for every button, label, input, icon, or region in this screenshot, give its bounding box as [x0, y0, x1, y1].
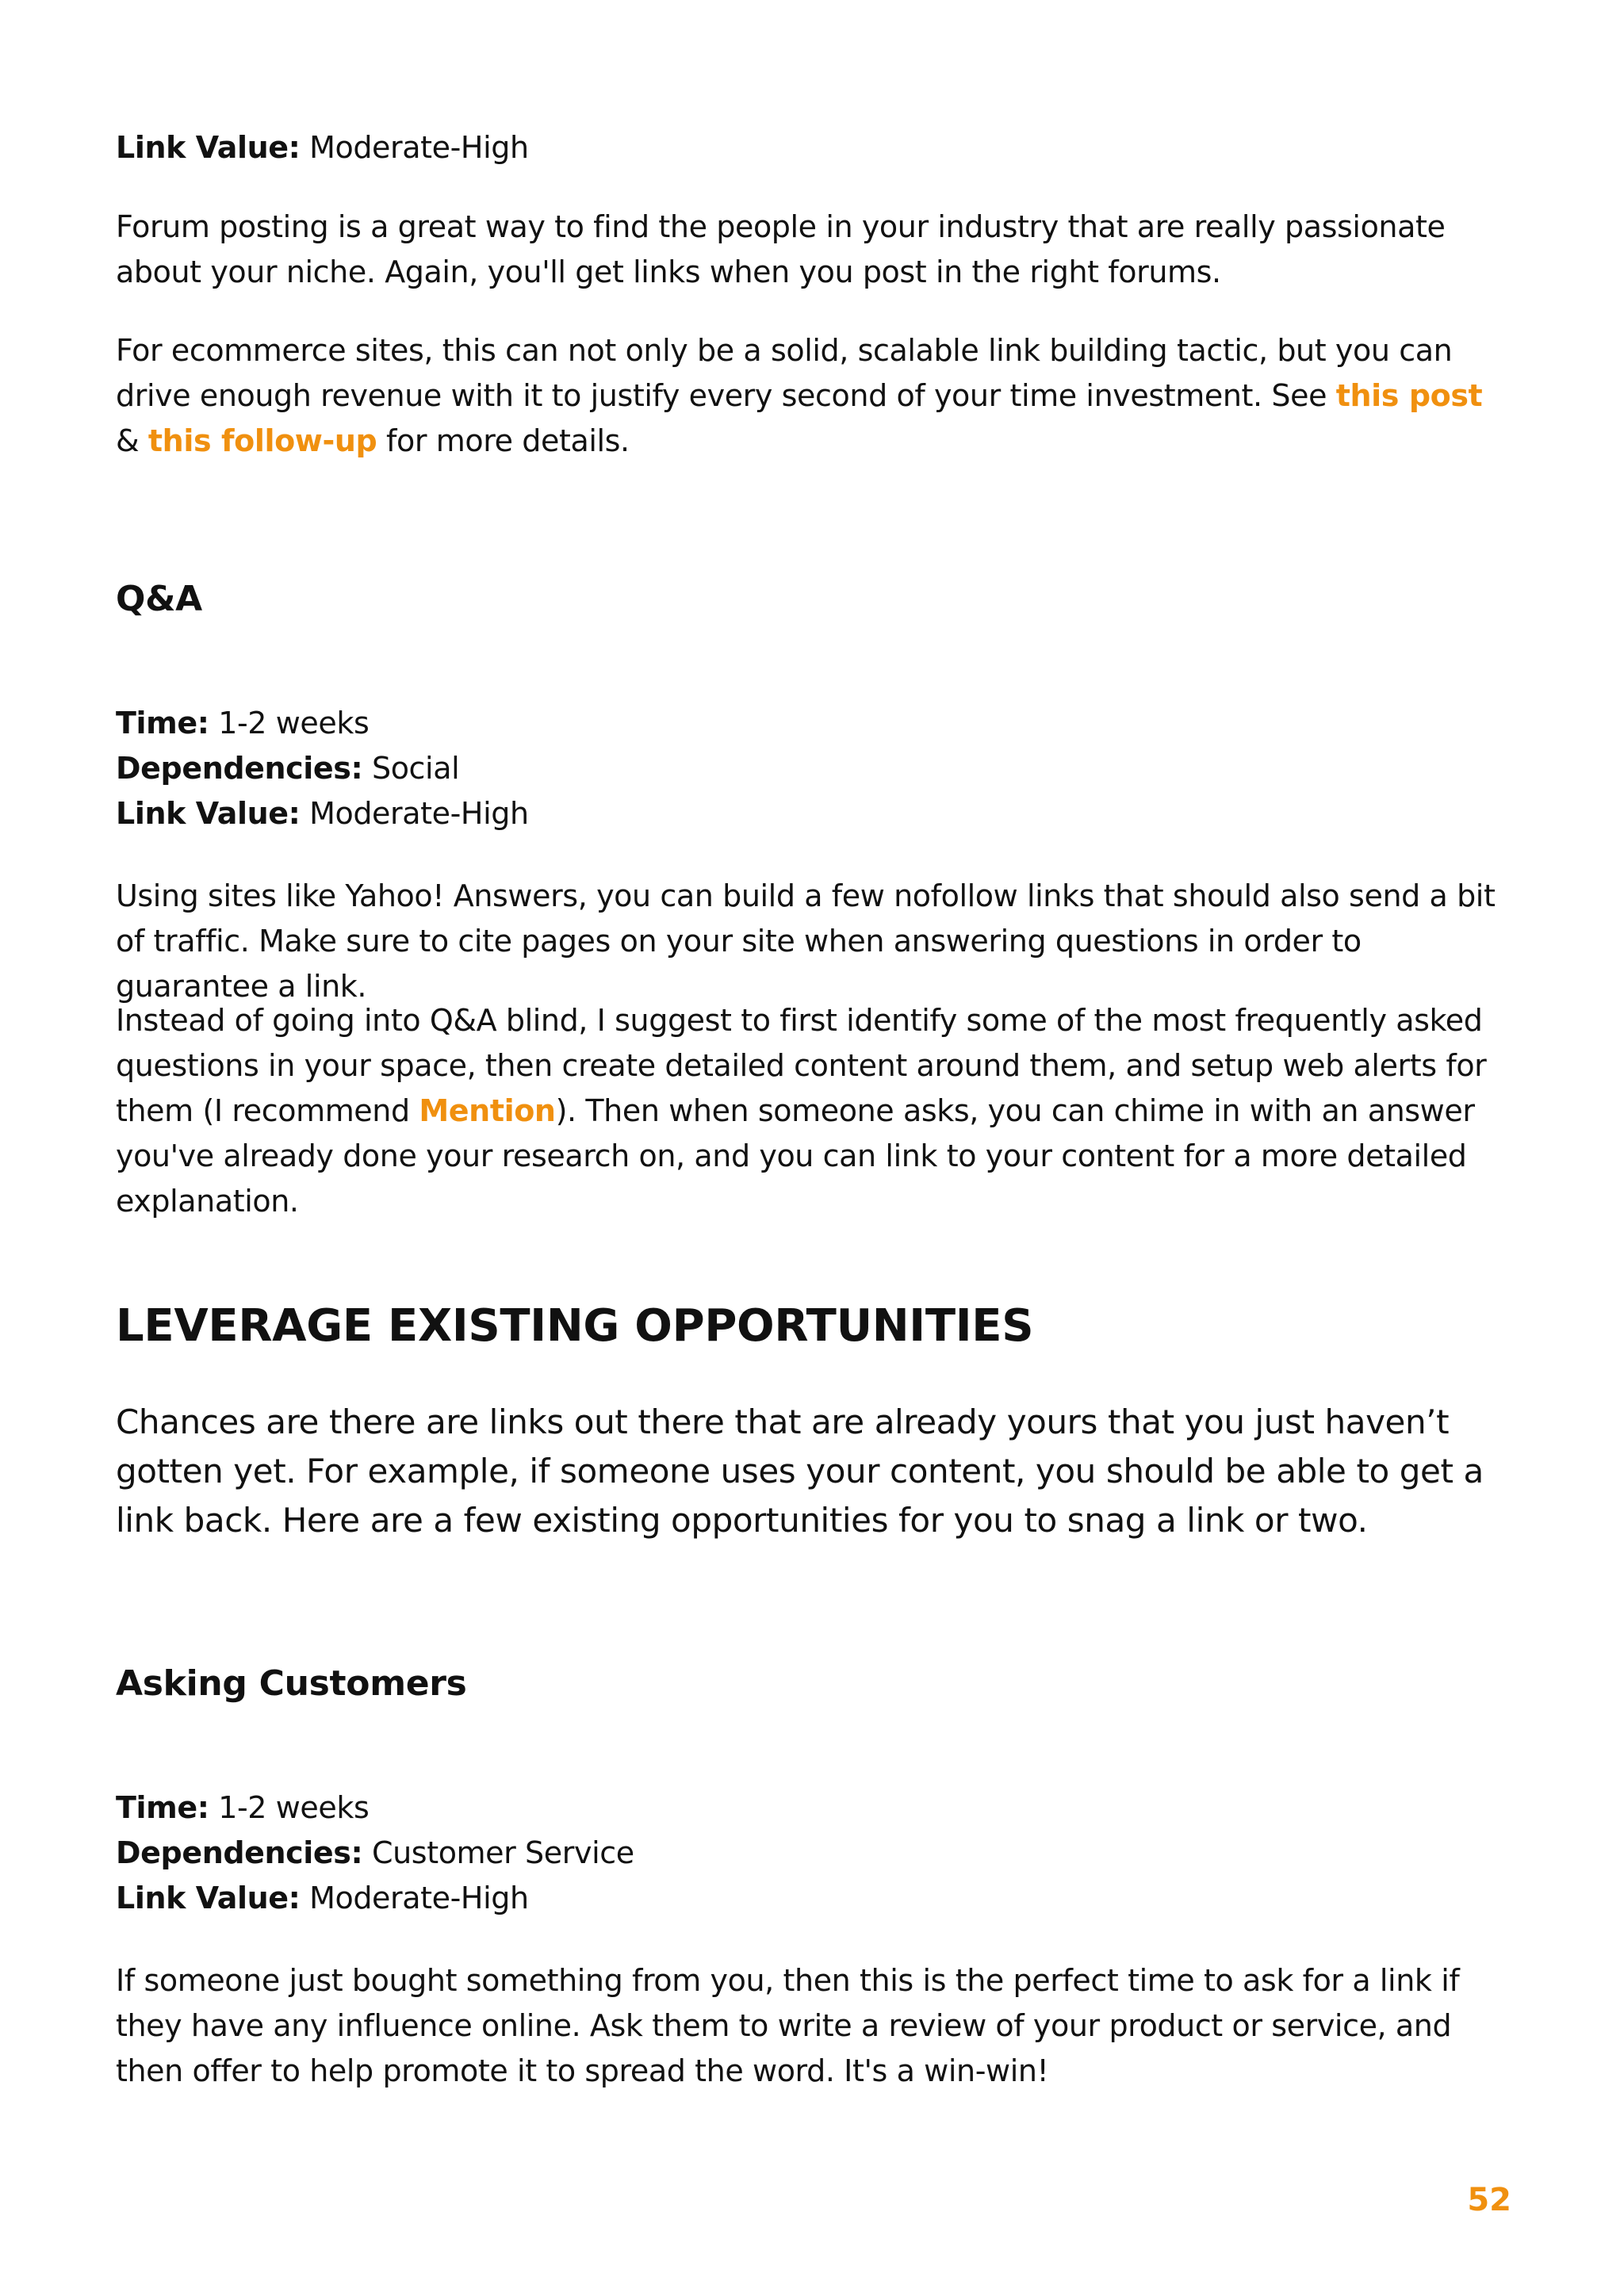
qa-time	[116, 701, 1511, 746]
asking-time	[116, 1785, 1511, 1831]
qa-dependencies	[116, 746, 1511, 791]
link-value-label: Link Value:	[116, 1881, 301, 1915]
time-label: Time:	[116, 1790, 209, 1825]
asking-meta	[116, 1785, 1511, 1921]
page-number: 52	[1467, 2182, 1511, 2218]
dependencies-label: Dependencies:	[116, 1835, 363, 1870]
asking-link-value	[116, 1876, 1511, 1921]
asking-paragraph-1: If someone just bought something from you, then this is the perfect time to ask for a link if they have any influence online. Ask them to write a review of your product or service, and then offer to help promote it to spread the word. It's a win-win!	[116, 1963, 1460, 2088]
forum-link-value	[116, 125, 1511, 170]
forum-p2-text-a: For ecommerce sites, this can not only be a solid, scalable link building tactic, but you can drive enough revenue with it to justify every second of your time investment. See	[116, 333, 1453, 413]
qa-p2-text-a: Instead of going into Q&A blind, I suggest to first identify some of the most frequently asked questions in your space, then create detailed content around them, and setup web alerts for them (I recommend	[116, 1003, 1487, 1128]
leverage-intro: Chances are there are links out there that are already yours that you just haven’t gotten yet. For example, if someone uses your content, you should be able to get a link back. Here are a few existing opportunities for you to snag a link or two.	[116, 1402, 1484, 1540]
qa-paragraph-1: Using sites like Yahoo! Answers, you can build a few nofollow links that should also send a bit of traffic. Make sure to cite pages on your site when answering questions in order to guarantee a link.	[116, 878, 1496, 1004]
link-value-label: Link Value:	[116, 796, 301, 831]
qa-meta	[116, 701, 1511, 836]
qa-link-value	[116, 791, 1511, 836]
time-label: Time:	[116, 706, 209, 740]
link-value: Moderate-High	[300, 1881, 529, 1915]
link-value: Moderate-High	[300, 796, 529, 831]
dependencies-label: Dependencies:	[116, 751, 363, 786]
dependencies-value: Social	[362, 751, 460, 786]
this-post-link[interactable]: this post	[1335, 378, 1483, 413]
dependencies-value: Customer Service	[362, 1835, 634, 1870]
qa-paragraph-2	[116, 998, 1511, 1224]
forum-paragraph-1: Forum posting is a great way to find the people in your industry that are really passionate about your niche. Again, you'll get links when you post in the right forums.	[116, 209, 1446, 289]
forum-p2-text-b: &	[116, 423, 148, 458]
asking-dependencies	[116, 1831, 1511, 1876]
forum-paragraph-2	[116, 328, 1511, 464]
asking-customers-heading: Asking Customers	[116, 1663, 467, 1704]
qa-p2-text-b: ). Then when someone asks, you can chime in with an answer you've already done your research on, and you can link to your content for a more detailed explanation.	[116, 1093, 1475, 1219]
forum-p2-text-c: for more details.	[377, 423, 630, 458]
mention-link[interactable]: Mention	[419, 1093, 556, 1128]
time-value: 1-2 weeks	[209, 1790, 370, 1825]
link-value-label: Link Value:	[116, 130, 301, 165]
qa-heading: Q&A	[116, 579, 202, 619]
leverage-heading: LEVERAGE EXISTING OPPORTUNITIES	[116, 1300, 1034, 1352]
link-value: Moderate-High	[300, 130, 529, 165]
time-value: 1-2 weeks	[209, 706, 370, 740]
this-follow-up-link[interactable]: this follow-up	[147, 423, 377, 458]
